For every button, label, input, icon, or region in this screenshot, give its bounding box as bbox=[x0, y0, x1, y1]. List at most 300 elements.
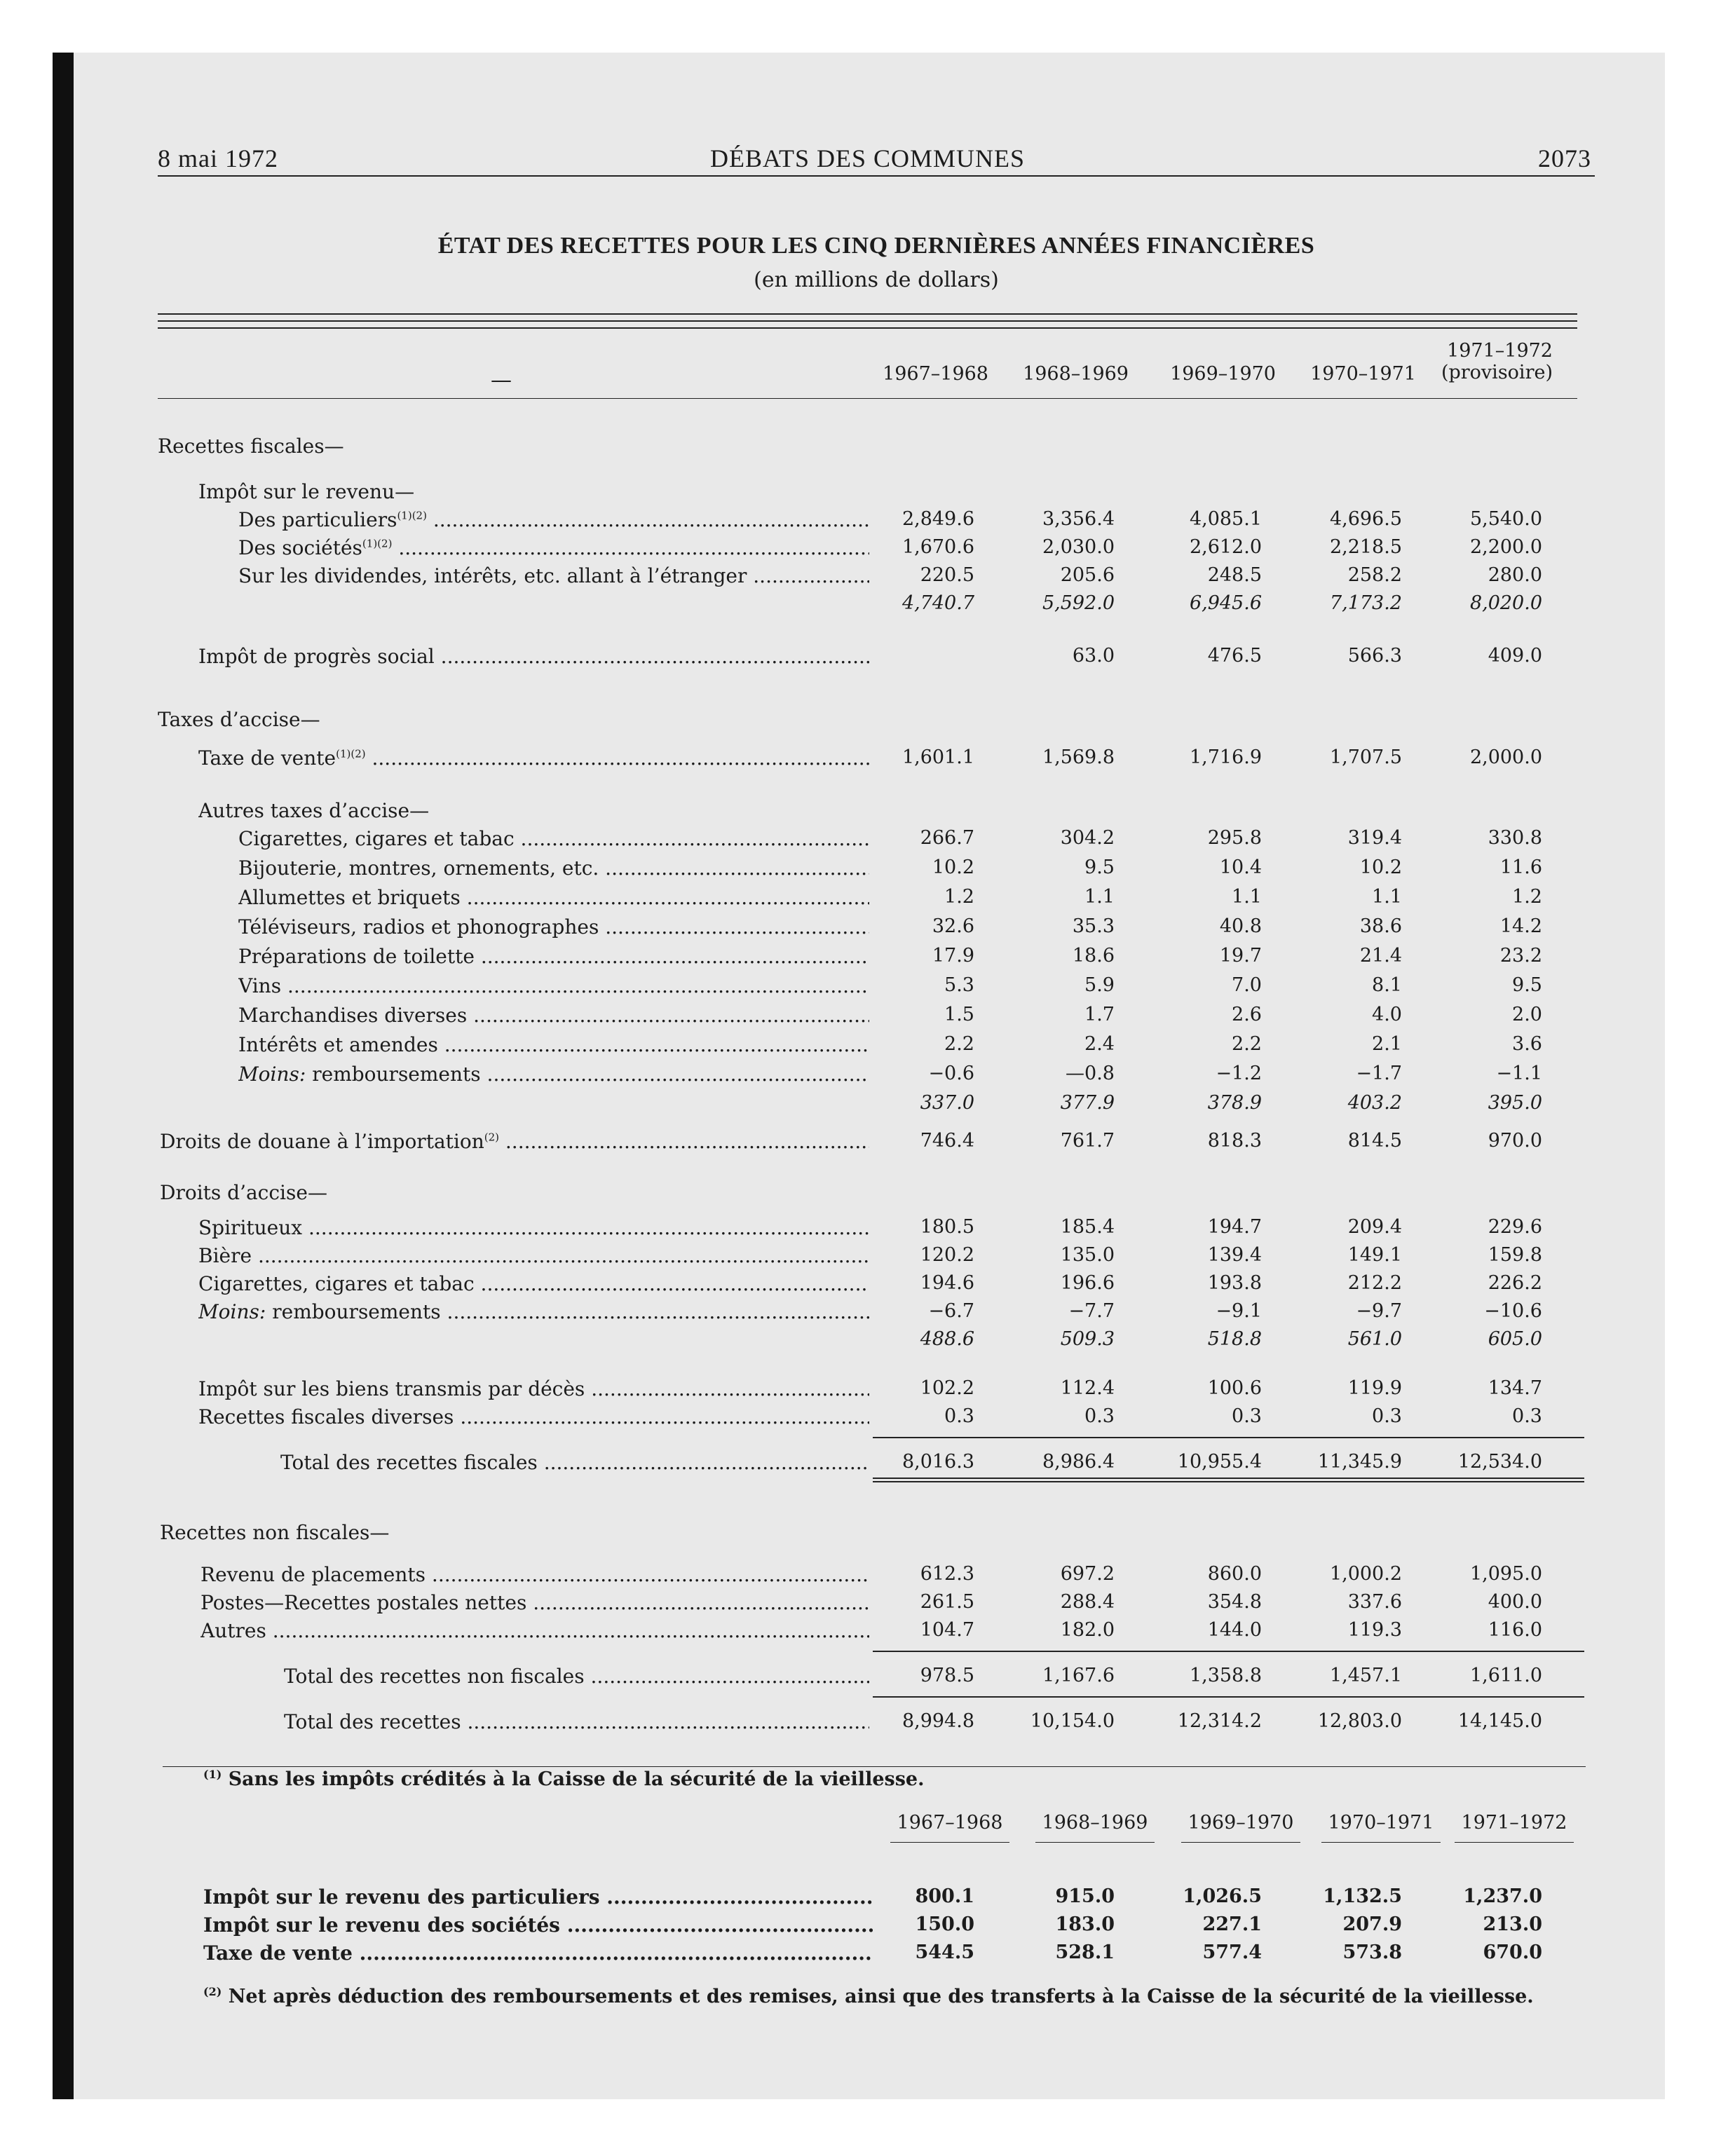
column-heading-rule bbox=[158, 398, 1577, 399]
footnote-2-mark: (2) bbox=[203, 1985, 222, 1998]
table-cell: 3,356.4 bbox=[1042, 508, 1115, 530]
table-cell: 14,145.0 bbox=[1457, 1710, 1542, 1732]
row-label-text: Revenu de placements bbox=[200, 1563, 426, 1586]
row-label bbox=[198, 799, 429, 822]
table-cell: 120.2 bbox=[920, 1244, 974, 1266]
table-cell: 182.0 bbox=[1060, 1619, 1115, 1641]
table-row bbox=[0, 1665, 1735, 1693]
table-cell: 7.0 bbox=[1232, 974, 1262, 996]
table-cell: 40.8 bbox=[1219, 915, 1262, 937]
table-cell: 180.5 bbox=[920, 1216, 974, 1238]
table-cell: 476.5 bbox=[1207, 645, 1262, 667]
table-cell: 2.0 bbox=[1512, 1004, 1542, 1025]
row-label bbox=[198, 645, 869, 668]
table-cell: −1.1 bbox=[1496, 1063, 1542, 1084]
table-cell: 144.0 bbox=[1207, 1619, 1262, 1641]
table-cell: 10.2 bbox=[932, 857, 974, 878]
table-cell: 319.4 bbox=[1347, 827, 1402, 849]
table-cell: 818.3 bbox=[1207, 1130, 1262, 1152]
row-label bbox=[160, 1521, 389, 1544]
table-cell: 400.0 bbox=[1488, 1591, 1542, 1613]
table-cell: 220.5 bbox=[920, 564, 974, 586]
footnote-ref: (1)(2) bbox=[397, 509, 427, 522]
footnote-table-cell: 207.9 bbox=[1342, 1913, 1402, 1935]
table-cell: 2.2 bbox=[1232, 1033, 1262, 1055]
row-label-text: Allumettes et briquets bbox=[238, 886, 461, 909]
table-cell: 8,016.3 bbox=[901, 1451, 974, 1473]
table-cell: 330.8 bbox=[1488, 827, 1542, 849]
row-label-text: Droits d’accise— bbox=[160, 1181, 327, 1204]
row-label-text: Impôt sur le revenu— bbox=[198, 480, 415, 503]
footnote-table-row bbox=[0, 1885, 1735, 1913]
table-cell: 1,716.9 bbox=[1189, 746, 1262, 768]
footnote-table-cell: 183.0 bbox=[1055, 1913, 1115, 1935]
footnote-col-underline bbox=[890, 1842, 1009, 1843]
row-label bbox=[238, 857, 869, 880]
table-cell: 403.2 bbox=[1347, 1092, 1402, 1114]
row-label bbox=[238, 536, 869, 559]
table-cell: 605.0 bbox=[1488, 1328, 1542, 1350]
table-cell: 1,167.6 bbox=[1042, 1665, 1115, 1686]
row-label bbox=[198, 746, 869, 770]
table-row bbox=[0, 1216, 1735, 1244]
table-cell: 112.4 bbox=[1060, 1377, 1115, 1399]
row-label-text: Cigarettes, cigares et tabac bbox=[198, 1272, 475, 1295]
row-label bbox=[198, 1377, 869, 1400]
row-label bbox=[238, 915, 869, 939]
total-rule bbox=[873, 1651, 1584, 1652]
table-cell: 5.9 bbox=[1084, 974, 1115, 996]
table-cell: 4,740.7 bbox=[901, 592, 974, 614]
table-title: ÉTAT DES RECETTES POUR LES CINQ DERNIÈRES ANNÉES FINANCIÈRES bbox=[437, 233, 1315, 259]
table-row bbox=[0, 708, 1735, 736]
table-row bbox=[0, 1033, 1735, 1061]
row-label bbox=[198, 1272, 869, 1295]
footnote-col-heading: 1969–1970 bbox=[1188, 1812, 1294, 1834]
footnote-row-label-text: Taxe de vente bbox=[203, 1942, 353, 1965]
table-cell: 295.8 bbox=[1207, 827, 1262, 849]
table-row bbox=[0, 564, 1735, 592]
row-label-text: Autres bbox=[200, 1619, 266, 1642]
table-row bbox=[0, 1405, 1735, 1433]
footnote-1 bbox=[203, 1768, 924, 1790]
table-cell: −0.6 bbox=[928, 1063, 974, 1084]
row-label bbox=[198, 480, 414, 503]
table-cell: 134.7 bbox=[1488, 1377, 1542, 1399]
row-label-text: Marchandises diverses bbox=[238, 1004, 468, 1027]
row-label-text: Vins bbox=[238, 974, 282, 997]
table-row bbox=[0, 1328, 1735, 1356]
table-cell: 185.4 bbox=[1060, 1216, 1115, 1238]
table-row bbox=[0, 1300, 1735, 1328]
table-cell: 5.3 bbox=[944, 974, 974, 996]
top-rule-1 bbox=[158, 313, 1577, 315]
row-label-text: Total des recettes fiscales bbox=[280, 1451, 538, 1474]
row-label-text: remboursements bbox=[312, 1063, 481, 1086]
footnote-rule bbox=[163, 1766, 1586, 1767]
footnote-col-underline bbox=[1035, 1842, 1155, 1843]
row-label-text: Droits de douane à l’importation bbox=[160, 1130, 484, 1153]
table-cell: 193.8 bbox=[1207, 1272, 1262, 1294]
footnote-table-cell: 573.8 bbox=[1342, 1942, 1402, 1963]
col-heading-2: 1968–1969 bbox=[1023, 363, 1129, 385]
table-cell: −1.2 bbox=[1216, 1063, 1262, 1084]
table-row bbox=[0, 886, 1735, 914]
table-cell: 8.1 bbox=[1372, 974, 1402, 996]
footnote-table-cell: 150.0 bbox=[915, 1913, 974, 1935]
table-cell: 23.2 bbox=[1499, 945, 1542, 967]
row-label-text: Des particuliers bbox=[238, 508, 397, 531]
footnote-ref: (1)(2) bbox=[362, 537, 393, 550]
row-label-text: Sur les dividendes, intérêts, etc. allant à l’étranger bbox=[238, 564, 747, 587]
table-cell: 814.5 bbox=[1347, 1130, 1402, 1152]
table-cell: 100.6 bbox=[1207, 1377, 1262, 1399]
total-rule bbox=[873, 1478, 1584, 1479]
table-cell: 518.8 bbox=[1207, 1328, 1262, 1350]
table-row bbox=[0, 1377, 1735, 1405]
table-cell: 229.6 bbox=[1488, 1216, 1542, 1238]
table-cell: 1,358.8 bbox=[1189, 1665, 1262, 1686]
footnote-ref: (2) bbox=[484, 1131, 499, 1144]
table-cell: 5,540.0 bbox=[1469, 508, 1542, 530]
table-cell: 2.2 bbox=[944, 1033, 974, 1055]
table-cell: 4,696.5 bbox=[1329, 508, 1402, 530]
table-cell: 395.0 bbox=[1488, 1092, 1542, 1114]
table-cell: 337.0 bbox=[920, 1092, 974, 1114]
table-cell: 194.7 bbox=[1207, 1216, 1262, 1238]
footnote-row-label bbox=[203, 1913, 873, 1937]
table-cell: 226.2 bbox=[1488, 1272, 1542, 1294]
row-label bbox=[200, 1563, 869, 1586]
table-row bbox=[0, 1130, 1735, 1158]
table-cell: 63.0 bbox=[1072, 645, 1115, 667]
table-cell: 116.0 bbox=[1488, 1619, 1542, 1641]
table-cell: 1.1 bbox=[1232, 886, 1262, 908]
table-cell: 10.2 bbox=[1359, 857, 1402, 878]
table-cell: 21.4 bbox=[1359, 945, 1402, 967]
table-row bbox=[0, 1244, 1735, 1272]
row-label-prefix: Moins: bbox=[238, 1063, 306, 1086]
table-row bbox=[0, 645, 1735, 673]
table-cell: 488.6 bbox=[920, 1328, 974, 1350]
footnote-table-cell: 528.1 bbox=[1055, 1942, 1115, 1963]
row-label-text: Bijouterie, montres, ornements, etc. bbox=[238, 857, 599, 880]
table-cell: 337.6 bbox=[1347, 1591, 1402, 1613]
table-cell: 38.6 bbox=[1359, 915, 1402, 937]
table-cell: −9.1 bbox=[1216, 1300, 1262, 1322]
table-cell: 19.7 bbox=[1219, 945, 1262, 967]
table-cell: 1,611.0 bbox=[1469, 1665, 1542, 1686]
table-cell: 0.3 bbox=[1232, 1405, 1262, 1427]
table-cell: 3.6 bbox=[1512, 1033, 1542, 1055]
row-label bbox=[284, 1710, 869, 1733]
table-cell: 14.2 bbox=[1499, 915, 1542, 937]
footnote-table-cell: 213.0 bbox=[1483, 1913, 1542, 1935]
row-label-prefix: Moins: bbox=[198, 1300, 266, 1323]
table-cell: 566.3 bbox=[1347, 645, 1402, 667]
footnote-row-label bbox=[203, 1885, 873, 1909]
table-cell: 409.0 bbox=[1488, 645, 1542, 667]
row-label bbox=[198, 1405, 869, 1428]
row-label-text: Recettes non fiscales— bbox=[160, 1521, 390, 1544]
table-cell: 11,345.9 bbox=[1317, 1451, 1402, 1473]
footnote-col-underline bbox=[1455, 1842, 1574, 1843]
table-cell: 1,457.1 bbox=[1329, 1665, 1402, 1686]
table-cell: 970.0 bbox=[1488, 1130, 1542, 1152]
header-journal: DÉBATS DES COMMUNES bbox=[709, 144, 1026, 172]
row-label-text: Spiritueux bbox=[198, 1216, 303, 1239]
row-label-text: Téléviseurs, radios et phonographes bbox=[238, 915, 599, 939]
table-cell: 104.7 bbox=[920, 1619, 974, 1641]
table-cell: 11.6 bbox=[1499, 857, 1542, 878]
table-cell: −10.6 bbox=[1484, 1300, 1542, 1322]
table-row bbox=[0, 945, 1735, 973]
table-cell: 509.3 bbox=[1060, 1328, 1115, 1350]
table-cell: 354.8 bbox=[1207, 1591, 1262, 1613]
table-row bbox=[0, 508, 1735, 536]
table-cell: 1.2 bbox=[944, 886, 974, 908]
table-cell: 978.5 bbox=[920, 1665, 974, 1686]
table-cell: 377.9 bbox=[1060, 1092, 1115, 1114]
table-cell: —0.8 bbox=[1066, 1063, 1115, 1084]
table-cell: 4.0 bbox=[1372, 1004, 1402, 1025]
table-cell: 248.5 bbox=[1207, 564, 1262, 586]
row-label-text: Taxes d’accise— bbox=[158, 708, 320, 731]
row-label-text: Autres taxes d’accise— bbox=[198, 799, 430, 822]
table-cell: 12,803.0 bbox=[1317, 1710, 1402, 1732]
footnote-table-cell: 1,132.5 bbox=[1323, 1885, 1402, 1907]
table-cell: 196.6 bbox=[1060, 1272, 1115, 1294]
row-label bbox=[238, 886, 869, 909]
footnote-table-cell: 1,026.5 bbox=[1183, 1885, 1262, 1907]
table-cell: 2.1 bbox=[1372, 1033, 1402, 1055]
row-label bbox=[158, 708, 320, 731]
table-cell: 119.3 bbox=[1347, 1619, 1402, 1641]
col-heading-3: 1969–1970 bbox=[1170, 363, 1276, 385]
table-cell: 0.3 bbox=[1512, 1405, 1542, 1427]
table-row bbox=[0, 536, 1735, 564]
col-heading-5-years: 1971–1972 bbox=[1447, 340, 1553, 362]
table-cell: 5,592.0 bbox=[1042, 592, 1115, 614]
table-row bbox=[0, 1451, 1735, 1479]
row-label bbox=[198, 1244, 869, 1267]
row-label-text: Taxe de vente bbox=[198, 746, 336, 770]
header-date: 8 mai 1972 bbox=[158, 144, 278, 172]
row-label bbox=[238, 508, 869, 531]
table-row bbox=[0, 1710, 1735, 1738]
table-cell: 12,314.2 bbox=[1177, 1710, 1262, 1732]
footnote-table-cell: 800.1 bbox=[915, 1885, 974, 1907]
footnote-col-underline bbox=[1181, 1842, 1300, 1843]
total-rule bbox=[873, 1696, 1584, 1698]
table-row bbox=[0, 1063, 1735, 1091]
table-cell: 1,707.5 bbox=[1329, 746, 1402, 768]
table-cell: 0.3 bbox=[944, 1405, 974, 1427]
table-row bbox=[0, 1591, 1735, 1619]
table-cell: 561.0 bbox=[1347, 1328, 1402, 1350]
footnote-2 bbox=[203, 1985, 1534, 2007]
row-label bbox=[200, 1619, 869, 1642]
table-row bbox=[0, 1272, 1735, 1300]
table-cell: −6.7 bbox=[928, 1300, 974, 1322]
table-cell: 1.7 bbox=[1084, 1004, 1115, 1025]
table-cell: −7.7 bbox=[1068, 1300, 1115, 1322]
table-cell: 1.5 bbox=[944, 1004, 974, 1025]
footnote-table-cell: 670.0 bbox=[1483, 1942, 1542, 1963]
row-label bbox=[284, 1665, 869, 1688]
table-row bbox=[0, 480, 1735, 508]
table-cell: 7,173.2 bbox=[1329, 592, 1402, 614]
table-cell: 2.6 bbox=[1232, 1004, 1262, 1025]
row-label-text: Recettes fiscales— bbox=[158, 435, 344, 458]
row-label-text: Bière bbox=[198, 1244, 252, 1267]
table-cell: −1.7 bbox=[1356, 1063, 1402, 1084]
table-cell: 2,218.5 bbox=[1329, 536, 1402, 558]
table-cell: 2,000.0 bbox=[1469, 746, 1542, 768]
row-label bbox=[238, 974, 869, 997]
table-cell: 32.6 bbox=[932, 915, 974, 937]
row-label bbox=[158, 435, 344, 458]
table-cell: 10,154.0 bbox=[1030, 1710, 1115, 1732]
row-label bbox=[238, 1004, 869, 1027]
row-label bbox=[280, 1451, 869, 1474]
table-row bbox=[0, 592, 1735, 620]
footnote-row-label-text: Impôt sur le revenu des sociétés bbox=[203, 1913, 560, 1937]
footnote-col-heading: 1968–1969 bbox=[1042, 1812, 1148, 1834]
row-label-text: Intérêts et amendes bbox=[238, 1033, 438, 1056]
table-cell: 2,030.0 bbox=[1042, 536, 1115, 558]
table-cell: 2,849.6 bbox=[901, 508, 974, 530]
total-rule bbox=[873, 1481, 1584, 1482]
table-row bbox=[0, 915, 1735, 943]
table-cell: 1,601.1 bbox=[901, 746, 974, 768]
table-cell: 135.0 bbox=[1060, 1244, 1115, 1266]
row-label-text: Postes—Recettes postales nettes bbox=[200, 1591, 527, 1614]
table-cell: 9.5 bbox=[1084, 857, 1115, 878]
table-row bbox=[0, 1181, 1735, 1209]
footnote-table-row bbox=[0, 1942, 1735, 1970]
table-cell: 1.1 bbox=[1372, 886, 1402, 908]
footnote-table-cell: 227.1 bbox=[1202, 1913, 1262, 1935]
footnote-col-heading: 1970–1971 bbox=[1328, 1812, 1434, 1834]
table-cell: 4,085.1 bbox=[1189, 508, 1262, 530]
table-cell: 2,612.0 bbox=[1189, 536, 1262, 558]
row-label-text: remboursements bbox=[272, 1300, 441, 1323]
table-row bbox=[0, 799, 1735, 827]
table-cell: 697.2 bbox=[1060, 1563, 1115, 1585]
footnote-table-cell: 544.5 bbox=[915, 1942, 974, 1963]
footnote-1-text: Sans les impôts crédités à la Caisse de la sécurité de la vieillesse. bbox=[228, 1768, 925, 1790]
table-cell: 35.3 bbox=[1072, 915, 1115, 937]
row-label bbox=[238, 1063, 869, 1086]
row-label-text: Des sociétés bbox=[238, 536, 362, 559]
table-cell: 280.0 bbox=[1488, 564, 1542, 586]
row-label-text: Total des recettes bbox=[284, 1710, 461, 1733]
total-rule bbox=[873, 1437, 1584, 1438]
col-heading-5 bbox=[1413, 340, 1553, 383]
table-row bbox=[0, 827, 1735, 855]
table-cell: 258.2 bbox=[1347, 564, 1402, 586]
table-cell: 1,000.2 bbox=[1329, 1563, 1402, 1585]
table-row bbox=[0, 857, 1735, 885]
table-row bbox=[0, 1004, 1735, 1032]
table-cell: 8,020.0 bbox=[1469, 592, 1542, 614]
footnote-row-label bbox=[203, 1942, 873, 1965]
table-cell: 1.2 bbox=[1512, 886, 1542, 908]
table-cell: 1.1 bbox=[1084, 886, 1115, 908]
table-cell: 0.3 bbox=[1372, 1405, 1402, 1427]
footnote-col-underline bbox=[1321, 1842, 1441, 1843]
table-row bbox=[0, 1563, 1735, 1591]
table-cell: 288.4 bbox=[1060, 1591, 1115, 1613]
table-cell: −9.7 bbox=[1356, 1300, 1402, 1322]
row-label bbox=[200, 1591, 869, 1614]
table-cell: 612.3 bbox=[920, 1563, 974, 1585]
table-cell: 761.7 bbox=[1060, 1130, 1115, 1152]
row-label-text: Recettes fiscales diverses bbox=[198, 1405, 454, 1428]
table-cell: 378.9 bbox=[1207, 1092, 1262, 1114]
table-cell: 139.4 bbox=[1207, 1244, 1262, 1266]
table-row bbox=[0, 1521, 1735, 1549]
table-cell: 6,945.6 bbox=[1189, 592, 1262, 614]
row-label-text: Impôt de progrès social bbox=[198, 645, 435, 668]
row-label-text: Total des recettes non fiscales bbox=[284, 1665, 585, 1688]
table-cell: 212.2 bbox=[1347, 1272, 1402, 1294]
table-cell: 0.3 bbox=[1084, 1405, 1115, 1427]
table-cell: 8,994.8 bbox=[901, 1710, 974, 1732]
top-rule-3 bbox=[158, 327, 1577, 329]
table-cell: 304.2 bbox=[1060, 827, 1115, 849]
table-cell: 2,200.0 bbox=[1469, 536, 1542, 558]
table-cell: 119.9 bbox=[1347, 1377, 1402, 1399]
table-cell: 9.5 bbox=[1512, 974, 1542, 996]
table-cell: 12,534.0 bbox=[1457, 1451, 1542, 1473]
row-label bbox=[238, 827, 869, 850]
row-label bbox=[160, 1181, 327, 1204]
table-cell: 1,569.8 bbox=[1042, 746, 1115, 768]
table-cell: 266.7 bbox=[920, 827, 974, 849]
table-cell: 261.5 bbox=[920, 1591, 974, 1613]
footnote-2-text: Net après déduction des remboursements et des remises, ainsi que des transferts à la Caisse de la sécurité de la vieillesse. bbox=[228, 1986, 1534, 2007]
table-cell: 209.4 bbox=[1347, 1216, 1402, 1238]
table-cell: 2.4 bbox=[1084, 1033, 1115, 1055]
table-row bbox=[0, 1619, 1735, 1647]
col-heading-5-note: (provisoire) bbox=[1441, 362, 1553, 383]
table-cell: 1,670.6 bbox=[901, 536, 974, 558]
table-cell: 1,095.0 bbox=[1469, 1563, 1542, 1585]
table-subtitle: (en millions de dollars) bbox=[754, 268, 999, 292]
row-label-text: Préparations de toilette bbox=[238, 945, 475, 968]
table-cell: 18.6 bbox=[1072, 945, 1115, 967]
footnote-col-heading: 1971–1972 bbox=[1461, 1812, 1567, 1834]
row-label bbox=[238, 1033, 869, 1056]
table-cell: 17.9 bbox=[932, 945, 974, 967]
header-rule bbox=[158, 175, 1595, 177]
table-cell: 102.2 bbox=[920, 1377, 974, 1399]
table-cell: 149.1 bbox=[1347, 1244, 1402, 1266]
footnote-row-label-text: Impôt sur le revenu des particuliers bbox=[203, 1885, 600, 1909]
table-cell: 159.8 bbox=[1488, 1244, 1542, 1266]
row-label bbox=[198, 1300, 869, 1323]
table-cell: 194.6 bbox=[920, 1272, 974, 1294]
footnote-table-cell: 915.0 bbox=[1055, 1885, 1115, 1907]
footnote-1-mark: (1) bbox=[203, 1768, 222, 1781]
col-heading-1: 1967–1968 bbox=[883, 363, 988, 385]
table-row bbox=[0, 746, 1735, 775]
row-label-text: Impôt sur les biens transmis par décès bbox=[198, 1377, 585, 1400]
row-label bbox=[160, 1130, 869, 1153]
row-label bbox=[238, 945, 869, 968]
